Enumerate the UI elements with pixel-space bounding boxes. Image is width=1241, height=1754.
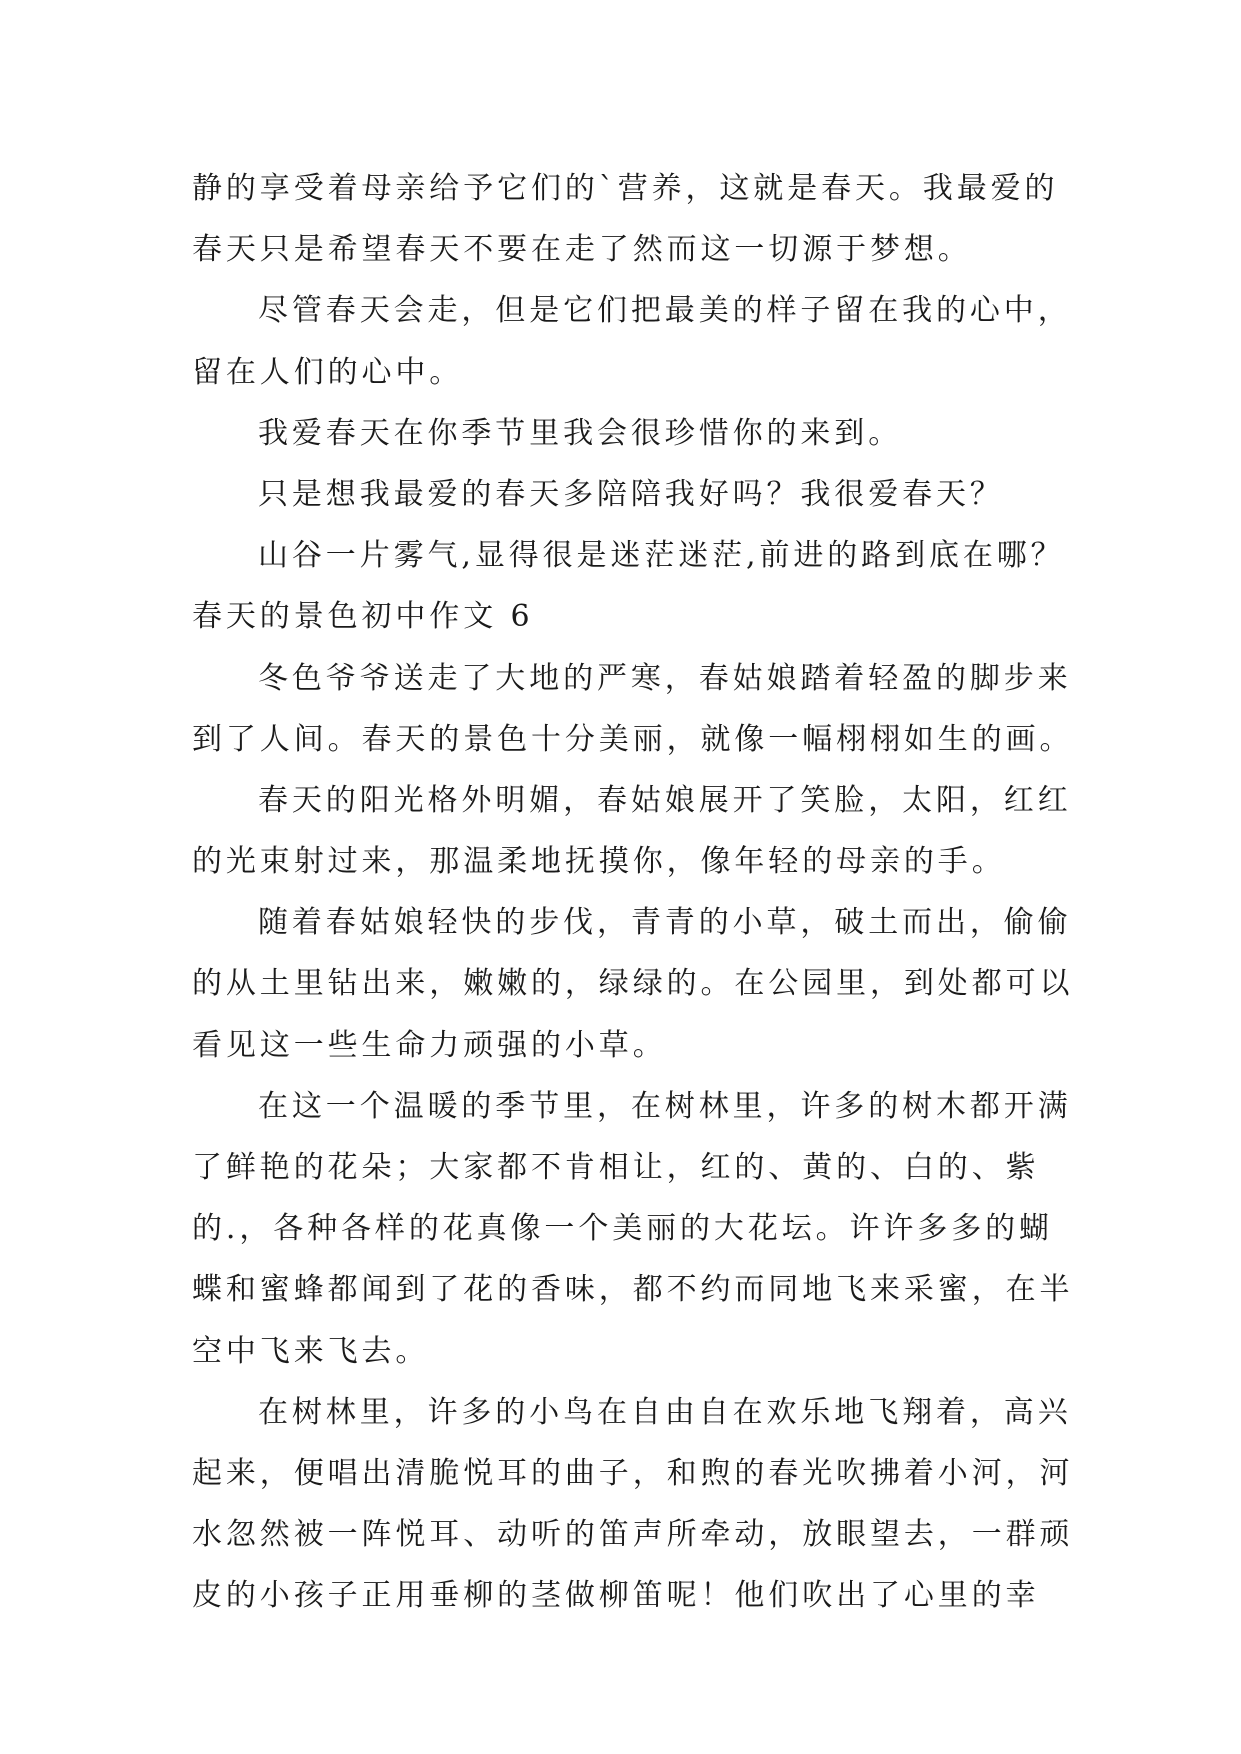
text-line: 静的享受着母亲给予它们的`营养，这就是春天。我最爱的 [192,171,1059,206]
text-line: 看见这一些生命力顽强的小草。 [192,1027,667,1063]
text-line: 了鲜艳的花朵；大家都不肯相让，红的、黄的、白的、紫 [192,1150,1040,1185]
text-line: 春天只是希望春天不要在走了然而这一切源于梦想。 [192,232,972,268]
text-line: 留在人们的心中。 [192,354,464,390]
text-line: 春天的阳光格外明媚，春姑娘展开了笑脸，太阳，红红 [258,782,1072,818]
text-line: 的从土里钻出来，嫩嫩的，绿绿的。在公园里，到处都可以 [192,966,1074,1002]
text-line: 起来，便唱出清脆悦耳的曲子，和煦的春光吹拂着小河，河 [192,1455,1074,1491]
section-heading: 春天的景色初中作文 6 [192,599,534,635]
text-line: 在树林里，许多的小鸟在自由自在欢乐地飞翔着，高兴 [258,1394,1072,1430]
text-line: 冬色爷爷送走了大地的严寒，春姑娘踏着轻盈的脚步来 [258,660,1072,696]
text-line: 的.，各种各样的花真像一个美丽的大花坛。许许多多的蝴 [192,1211,1053,1247]
text-line: 只是想我最爱的春天多陪陪我好吗？我很爱春天？ [258,476,1004,512]
text-line: 山谷一片雾气,显得很是迷茫迷茫,前进的路到底在哪？ [258,538,1065,574]
text-line: 蝶和蜜蜂都闻到了花的香味，都不约而同地飞来采蜜，在半 [192,1272,1074,1308]
text-line: 空中飞来飞去。 [192,1333,430,1369]
text-line: 在这一个温暖的季节里，在树林里，许多的树木都开满 [258,1088,1072,1124]
text-line: 的光束射过来，那温柔地抚摸你，像年轻的母亲的手。 [192,844,1006,880]
text-line: 我爱春天在你季节里我会很珍惜你的来到。 [258,415,903,451]
text-line: 皮的小孩子正用垂柳的茎做柳笛呢！他们吹出了心里的幸 [192,1578,1040,1614]
body-text [192,158,1072,1627]
text-line: 水忽然被一阵悦耳、动听的笛声所牵动，放眼望去，一群顽 [192,1517,1074,1553]
text-line: 尽管春天会走，但是它们把最美的样子留在我的心中， [258,293,1072,329]
text-line: 随着春姑娘轻快的步伐，青青的小草，破土而出，偷偷 [258,905,1072,941]
text-line: 到了人间。春天的景色十分美丽，就像一幅栩栩如生的画。 [192,721,1074,757]
